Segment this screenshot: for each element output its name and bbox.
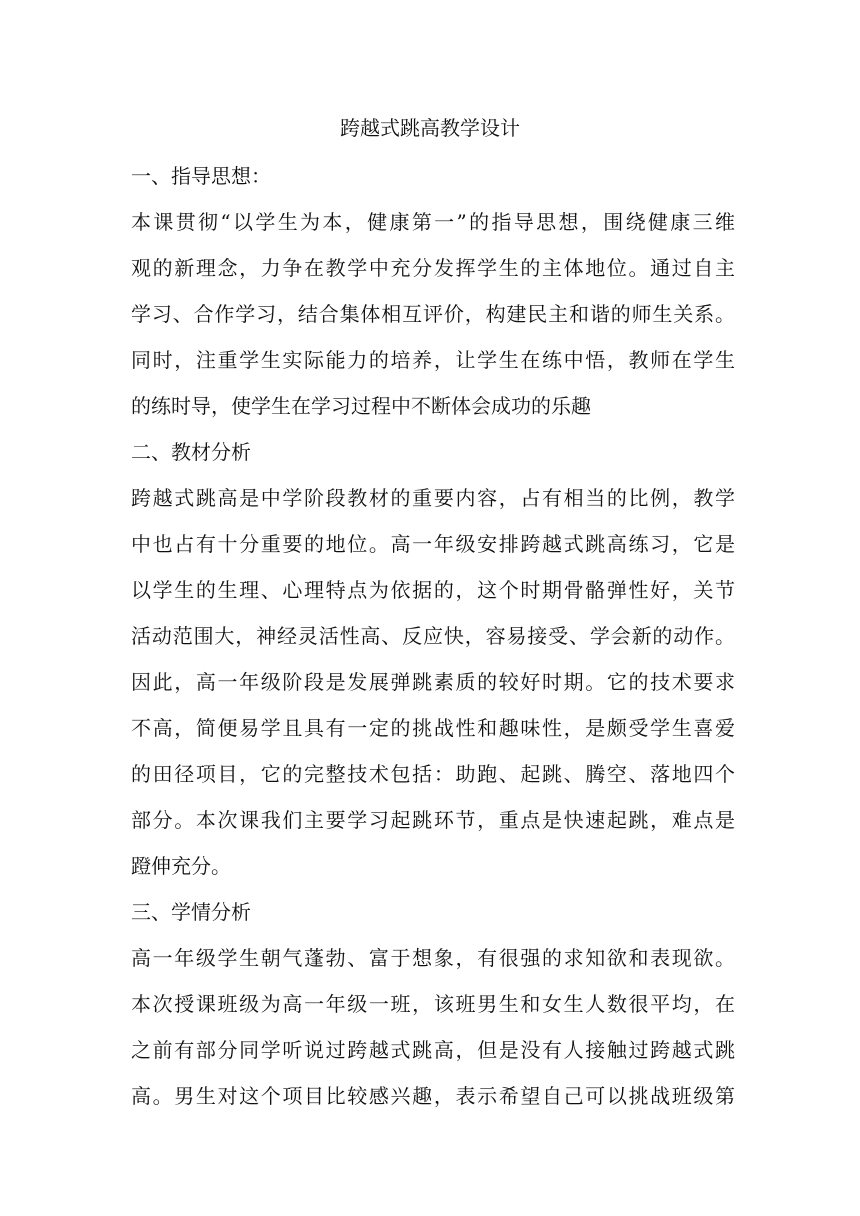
section-heading-material-analysis: 二、教材分析 — [131, 440, 251, 464]
paragraph-line: 中也占有十分重要的地位。高一年级安排跨越式跳高练习，它是 — [131, 532, 735, 556]
paragraph-line: 学习、合作学习，结合集体相互评价，构建民主和谐的师生关系。 — [131, 302, 735, 326]
section-heading-guiding-ideology: 一、指导思想： — [131, 164, 271, 188]
section-heading-learner-analysis: 三、学情分析 — [131, 900, 251, 924]
paragraph-line: 跨越式跳高是中学阶段教材的重要内容，占有相当的比例，教学 — [131, 486, 735, 510]
section-body-guiding-ideology — [131, 199, 735, 429]
paragraph-line: 高一年级学生朝气蓬勃、富于想象，有很强的求知欲和表现欲。 — [131, 946, 735, 970]
paragraph-line: 本次授课班级为高一年级一班，该班男生和女生人数很平均，在 — [131, 992, 735, 1016]
paragraph-line: 蹬伸充分。 — [131, 854, 231, 878]
paragraph-line: 高。男生对这个项目比较感兴趣，表示希望自己可以挑战班级第 — [131, 1084, 735, 1108]
paragraph-line: 活动范围大，神经灵活性高、反应快，容易接受、学会新的动作。 — [131, 624, 735, 648]
paragraph-line: 同时，注重学生实际能力的培养，让学生在练中悟，教师在学生 — [131, 348, 735, 372]
paragraph-line: 不高，简便易学且具有一定的挑战性和趣味性，是颇受学生喜爱 — [131, 716, 735, 740]
paragraph-line: 部分。本次课我们主要学习起跳环节，重点是快速起跳，难点是 — [131, 808, 735, 832]
paragraph-line: 本课贯彻“以学生为本，健康第一”的指导思想，围绕健康三维 — [131, 210, 735, 234]
paragraph-line: 之前有部分同学听说过跨越式跳高，但是没有人接触过跨越式跳 — [131, 1038, 735, 1062]
section-body-material-analysis — [131, 475, 735, 889]
paragraph-line: 的练时导，使学生在学习过程中不断体会成功的乐趣 — [131, 394, 591, 418]
paragraph-line: 观的新理念，力争在教学中充分发挥学生的主体地位。通过自主 — [131, 256, 735, 280]
section-body-learner-analysis — [131, 935, 735, 1119]
paragraph-line: 以学生的生理、心理特点为依据的，这个时期骨骼弹性好，关节 — [131, 578, 735, 602]
document-title: 跨越式跳高教学设计 — [340, 116, 520, 140]
paragraph-line: 因此，高一年级阶段是发展弹跳素质的较好时期。它的技术要求 — [131, 670, 735, 694]
paragraph-line: 的田径项目，它的完整技术包括：助跑、起跳、腾空、落地四个 — [131, 762, 735, 786]
